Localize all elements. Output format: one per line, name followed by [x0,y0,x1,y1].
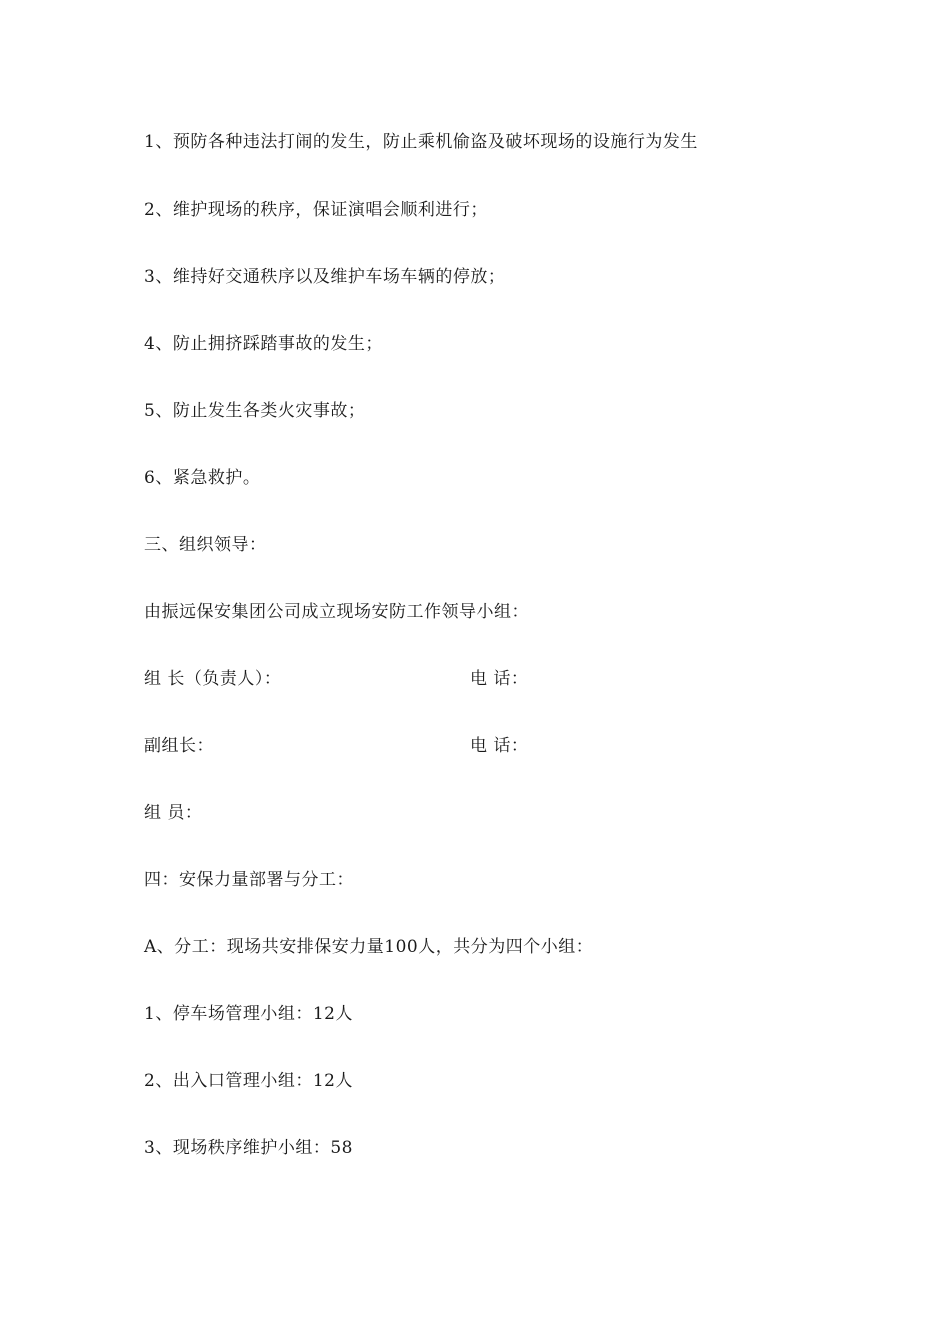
leadership-intro: 由振远保安集团公司成立现场安防工作领导小组： [144,602,529,622]
deputy-leader-label: 副组长： [144,736,214,756]
duty-item-2: 2、维护现场的秩序，保证演唱会顺利进行； [144,200,488,220]
leader-phone-label: 电 话： [470,669,529,689]
duty-item-3: 3、维持好交通秩序以及维护车场车辆的停放； [144,267,506,287]
duty-item-1: 1、预防各种违法打闹的发生，防止乘机偷盗及破坏现场的设施行为发生 [144,132,698,152]
section-3-heading: 三、组织领导： [144,535,267,555]
leader-label: 组 长（负责人）： [144,669,282,689]
deputy-phone-label: 电 话： [470,736,529,756]
division-intro: A、分工：现场共安排保安力量100人，共分为四个小组： [144,937,594,957]
section-4-heading: 四：安保力量部署与分工： [144,870,354,890]
members-label: 组 员： [144,803,203,823]
duty-item-4: 4、防止拥挤踩踏事故的发生； [144,334,383,354]
group-item-3: 3、现场秩序维护小组：58 [144,1138,353,1158]
group-item-2: 2、出入口管理小组：12人 [144,1071,353,1091]
duty-item-5: 5、防止发生各类火灾事故； [144,401,366,421]
duty-item-6: 6、紧急救护。 [144,468,261,488]
group-item-1: 1、停车场管理小组：12人 [144,1004,353,1024]
